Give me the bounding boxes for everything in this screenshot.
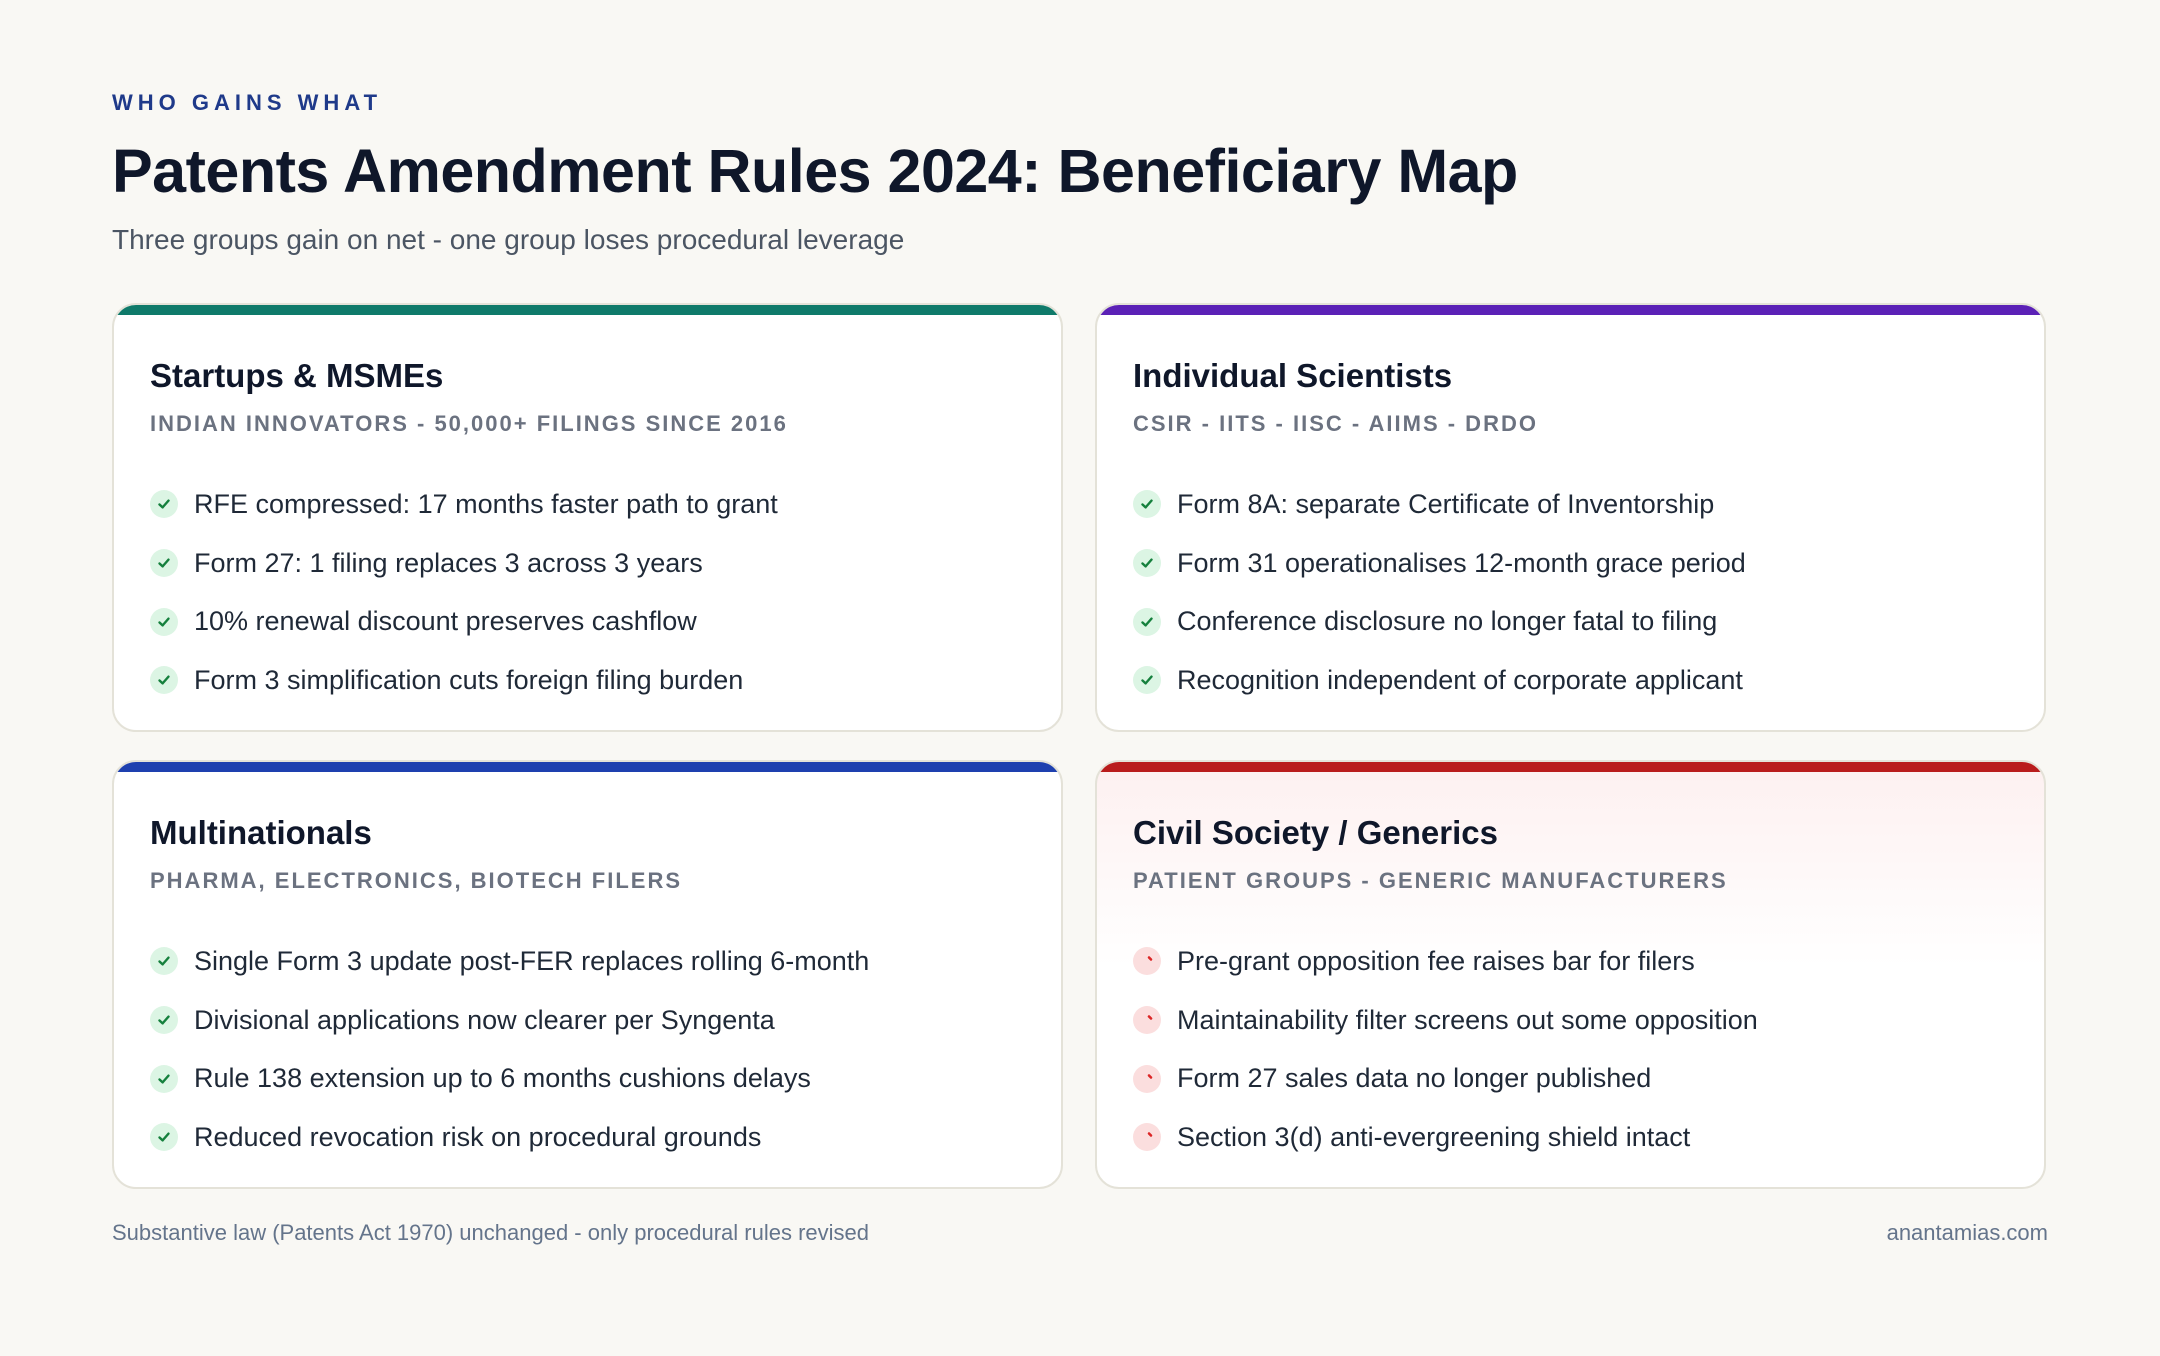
card-subtitle: PHARMA, ELECTRONICS, BIOTECH FILERS — [150, 868, 683, 893]
page-title: Patents Amendment Rules 2024: Beneficiary Map — [112, 137, 1518, 205]
card-title: Individual Scientists — [1133, 357, 1453, 394]
list-item — [1133, 1049, 2024, 1108]
list-item — [1133, 651, 2024, 710]
list-item — [1133, 534, 2024, 593]
list-item-text: Pre-grant opposition fee raises bar for filers — [1177, 945, 1695, 976]
page-subtitle: Three groups gain on net - one group loses procedural leverage — [112, 224, 905, 255]
footer-note: Substantive law (Patents Act 1970) unchanged - only procedural rules revised — [112, 1220, 869, 1245]
card-title: Multinationals — [150, 814, 372, 851]
list-item-text: Rule 138 extension up to 6 months cushions delays — [194, 1063, 811, 1094]
check-icon — [150, 1065, 178, 1093]
list-item — [1133, 991, 2024, 1050]
check-icon — [1133, 490, 1161, 518]
list-item-text: Single Form 3 update post-FER replaces rolling 6-month — [194, 945, 870, 976]
benefit-list — [150, 932, 1041, 1167]
card-civil-society-generics — [1095, 760, 2046, 1189]
list-item — [1133, 932, 2024, 991]
list-item — [150, 651, 1041, 710]
check-icon — [150, 1006, 178, 1034]
card-individual-scientists — [1095, 303, 2046, 732]
list-item-text: Form 3 simplification cuts foreign filing burden — [194, 664, 744, 695]
list-item — [150, 592, 1041, 651]
card-accent-bar — [114, 762, 1061, 772]
list-item — [150, 932, 1041, 991]
card-subtitle: INDIAN INNOVATORS - 50,000+ FILINGS SINCE 2016 — [150, 411, 788, 436]
check-icon — [1133, 608, 1161, 636]
list-item-text: Form 8A: separate Certificate of Inventorship — [1177, 488, 1715, 519]
minus-icon — [1133, 1065, 1161, 1093]
benefit-list — [1133, 475, 2024, 710]
check-icon — [150, 666, 178, 694]
check-icon — [150, 947, 178, 975]
list-item-text: Recognition independent of corporate applicant — [1177, 664, 1743, 695]
list-item-text: Conference disclosure no longer fatal to filing — [1177, 606, 1718, 637]
list-item — [150, 1049, 1041, 1108]
list-item — [150, 475, 1041, 534]
list-item-text: Reduced revocation risk on procedural grounds — [194, 1121, 762, 1152]
card-startups-msmes — [112, 303, 1063, 732]
list-item-text: Form 27: 1 filing replaces 3 across 3 years — [194, 547, 703, 578]
minus-icon — [1133, 1006, 1161, 1034]
check-icon — [1133, 549, 1161, 577]
footer-site: anantamias.com — [1886, 1220, 2048, 1245]
list-item-text: Form 31 operationalises 12-month grace period — [1177, 547, 1746, 578]
minus-icon — [1133, 1123, 1161, 1151]
card-subtitle: PATIENT GROUPS - GENERIC MANUFACTURERS — [1133, 868, 1728, 893]
card-accent-bar — [1097, 305, 2044, 315]
card-accent-bar — [1097, 762, 2044, 772]
minus-icon — [1133, 947, 1161, 975]
list-item — [150, 991, 1041, 1050]
loss-list — [1133, 932, 2024, 1167]
list-item-text: Maintainability filter screens out some opposition — [1177, 1004, 1758, 1035]
check-icon — [1133, 666, 1161, 694]
check-icon — [150, 608, 178, 636]
page — [112, 0, 2048, 1356]
list-item-text: Divisional applications now clearer per Syngenta — [194, 1004, 775, 1035]
check-icon — [150, 549, 178, 577]
card-title: Civil Society / Generics — [1133, 814, 1498, 851]
list-item-text: Section 3(d) anti-evergreening shield intact — [1177, 1121, 1691, 1152]
check-icon — [150, 490, 178, 518]
list-item — [150, 534, 1041, 593]
list-item — [1133, 1108, 2024, 1167]
list-item — [1133, 475, 2024, 534]
benefit-list — [150, 475, 1041, 710]
list-item-text: Form 27 sales data no longer published — [1177, 1063, 1652, 1094]
card-multinationals — [112, 760, 1063, 1189]
card-subtitle: CSIR - IITS - IISC - AIIMS - DRDO — [1133, 411, 1538, 436]
check-icon — [150, 1123, 178, 1151]
beneficiary-grid — [112, 303, 2048, 1189]
list-item-text: 10% renewal discount preserves cashflow — [194, 606, 697, 637]
list-item — [1133, 592, 2024, 651]
eyebrow: WHO GAINS WHAT — [112, 90, 383, 115]
card-title: Startups & MSMEs — [150, 357, 444, 394]
card-accent-bar — [114, 305, 1061, 315]
list-item-text: RFE compressed: 17 months faster path to grant — [194, 488, 778, 519]
list-item — [150, 1108, 1041, 1167]
